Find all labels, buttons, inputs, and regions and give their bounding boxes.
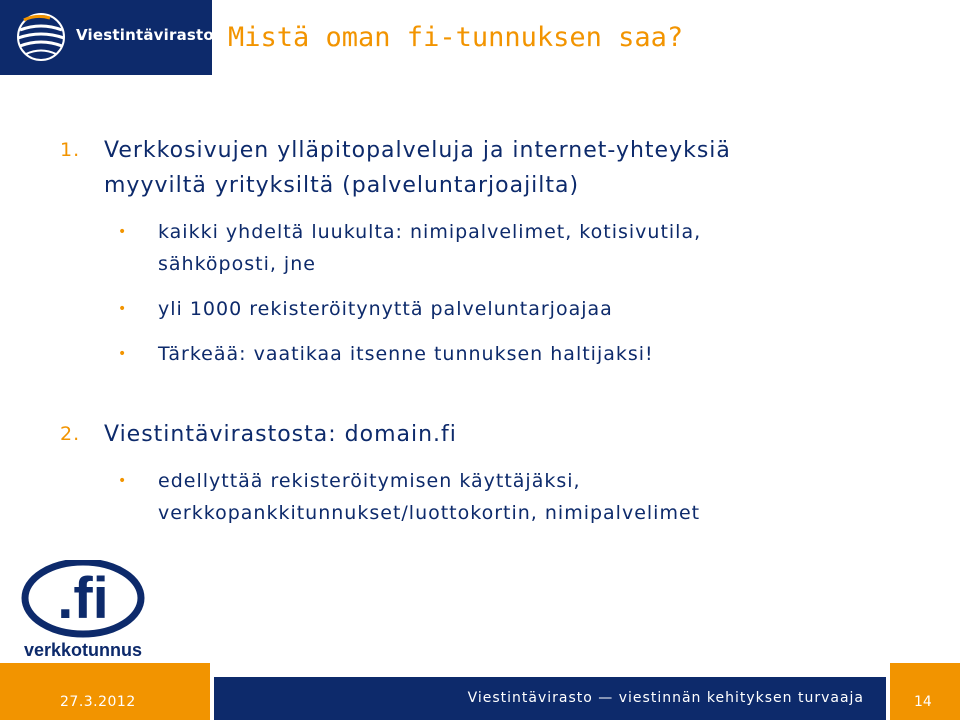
- item-line: Viestintävirastosta: domain.fi: [104, 422, 457, 447]
- bullet-line: sähköposti, jne: [158, 253, 316, 275]
- bullet-dot-icon: •: [118, 224, 128, 240]
- globe-icon: [16, 12, 66, 62]
- fi-logo-mark: .fi: [57, 566, 109, 631]
- bullet-text: [158, 465, 700, 529]
- bullet-line: kaikki yhdeltä luukulta: nimipalvelimet, kotisivutila,: [158, 221, 702, 243]
- footer-date: 27.3.2012: [60, 694, 136, 710]
- fi-logo-caption: verkkotunnus: [23, 640, 143, 660]
- viestintavirasto-logo: [0, 0, 212, 75]
- bullet-text: [158, 216, 701, 280]
- bullet-text: [158, 293, 613, 325]
- bullet-line: verkkopankkitunnukset/luottokortin, nimipalvelimet: [158, 502, 701, 524]
- footer-organization: Viestintävirasto — viestinnän kehityksen turvaaja: [467, 690, 864, 706]
- bullet-dot-icon: •: [118, 301, 128, 317]
- item-line: Verkkosivujen ylläpitopalveluja ja internet-yhteyksiä: [104, 138, 731, 163]
- bullet-line: yli 1000 rekisteröitynyttä palveluntarjoajaa: [158, 298, 613, 320]
- logo-text: Viestintävirasto: [76, 26, 214, 44]
- bullet-line: edellyttää rekisteröitymisen käyttäjäksi,: [158, 470, 581, 492]
- slide-content: [60, 133, 940, 529]
- fi-verkkotunnus-logo: [20, 560, 148, 660]
- item-line: myyviltä yrityksiltä (palveluntarjoajilta): [104, 173, 580, 198]
- list-item: [60, 465, 940, 529]
- list-item: [60, 338, 940, 370]
- bullet-line: Tärkeää: vaatikaa itsenne tunnuksen haltijaksi!: [158, 343, 654, 365]
- bullet-text: [158, 338, 654, 370]
- page-title: Mistä oman fi-tunnuksen saa?: [228, 22, 684, 53]
- page-number: 14: [914, 694, 932, 710]
- bullet-list-1: [60, 216, 940, 370]
- bullet-dot-icon: •: [118, 346, 128, 362]
- item-number: 2.: [60, 423, 81, 445]
- footer-left-block: [0, 663, 210, 720]
- bullet-list-2: [60, 465, 940, 529]
- item-text: [104, 133, 731, 203]
- item-text: [104, 417, 457, 452]
- footer-right-block: [890, 663, 960, 720]
- item-number: 1.: [60, 139, 81, 161]
- numbered-item-1: [60, 133, 940, 203]
- numbered-item-2: [60, 417, 940, 452]
- list-item: [60, 216, 940, 280]
- bullet-dot-icon: •: [118, 473, 128, 489]
- list-item: [60, 293, 940, 325]
